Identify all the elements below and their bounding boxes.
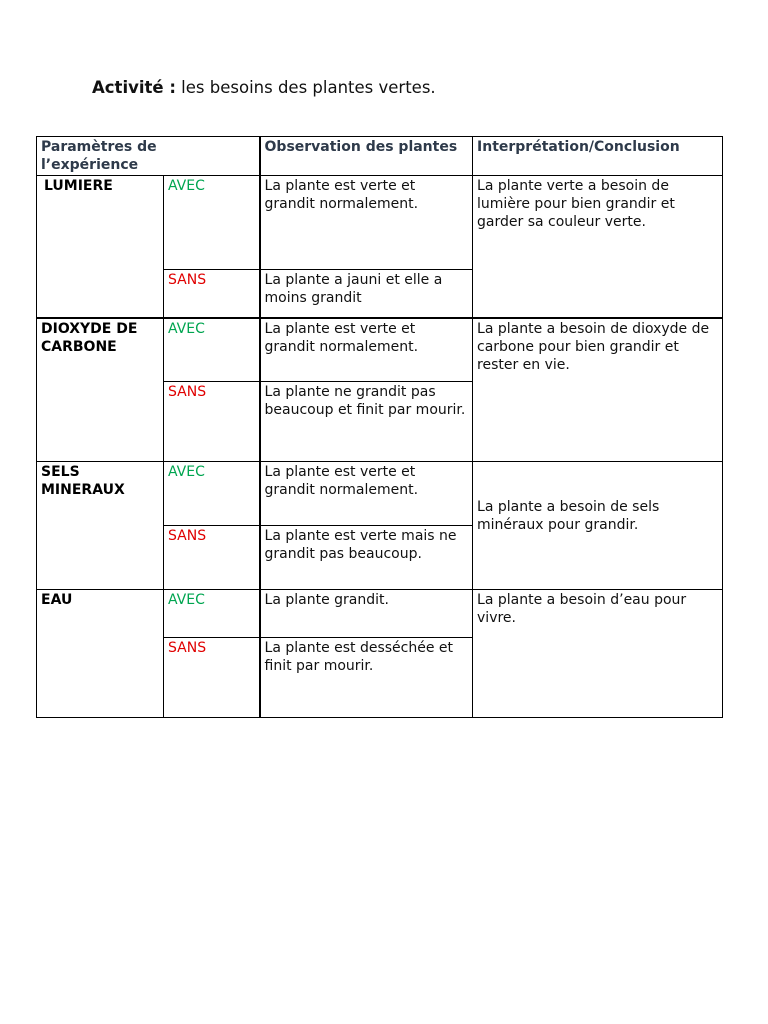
sans-label: SANS <box>164 526 260 590</box>
table-header-row <box>37 137 723 176</box>
sans-label: SANS <box>164 638 260 718</box>
table-row <box>37 176 723 270</box>
observation-cell: La plante a jauni et elle a moins grandit <box>260 270 473 318</box>
observation-cell: La plante est desséchée et finit par mourir. <box>260 638 473 718</box>
plant-needs-table <box>36 136 723 718</box>
conclusion-cell: La plante verte a besoin de lumière pour bien grandir et garder sa couleur verte. <box>473 176 723 318</box>
table-row <box>37 590 723 638</box>
observation-cell: La plante est verte et grandit normalement. <box>260 462 473 526</box>
observation-cell: La plante grandit. <box>260 590 473 638</box>
avec-label: AVEC <box>164 462 260 526</box>
avec-label: AVEC <box>164 590 260 638</box>
observation-cell: La plante ne grandit pas beaucoup et finit par mourir. <box>260 382 473 462</box>
avec-label: AVEC <box>164 176 260 270</box>
param-lumiere: LUMIERE <box>37 176 164 318</box>
observation-cell: La plante est verte et grandit normalement. <box>260 318 473 382</box>
observation-cell: La plante est verte mais ne grandit pas beaucoup. <box>260 526 473 590</box>
sans-label: SANS <box>164 270 260 318</box>
conclusion-cell: La plante a besoin d’eau pour vivre. <box>473 590 723 718</box>
param-dioxyde-de-carbone: DIOXYDE DE CARBONE <box>37 318 164 462</box>
conclusion-cell: La plante a besoin de sels minéraux pour grandir. <box>473 462 723 590</box>
param-sels-mineraux: SELS MINERAUX <box>37 462 164 590</box>
header-conclusion: Interprétation/Conclusion <box>473 137 723 176</box>
table-row <box>37 318 723 382</box>
conclusion-cell: La plante a besoin de dioxyde de carbone pour bien grandir et rester en vie. <box>473 318 723 462</box>
header-parameters: Paramètres de l’expérience <box>37 137 260 176</box>
observation-cell: La plante est verte et grandit normalement. <box>260 176 473 270</box>
sans-label: SANS <box>164 382 260 462</box>
param-eau: EAU <box>37 590 164 718</box>
header-observation: Observation des plantes <box>260 137 473 176</box>
activity-subject: les besoins des plantes vertes. <box>175 78 436 97</box>
avec-label: AVEC <box>164 318 260 382</box>
activity-title <box>92 78 436 97</box>
table-row <box>37 462 723 526</box>
activity-label: Activité : <box>92 78 176 97</box>
